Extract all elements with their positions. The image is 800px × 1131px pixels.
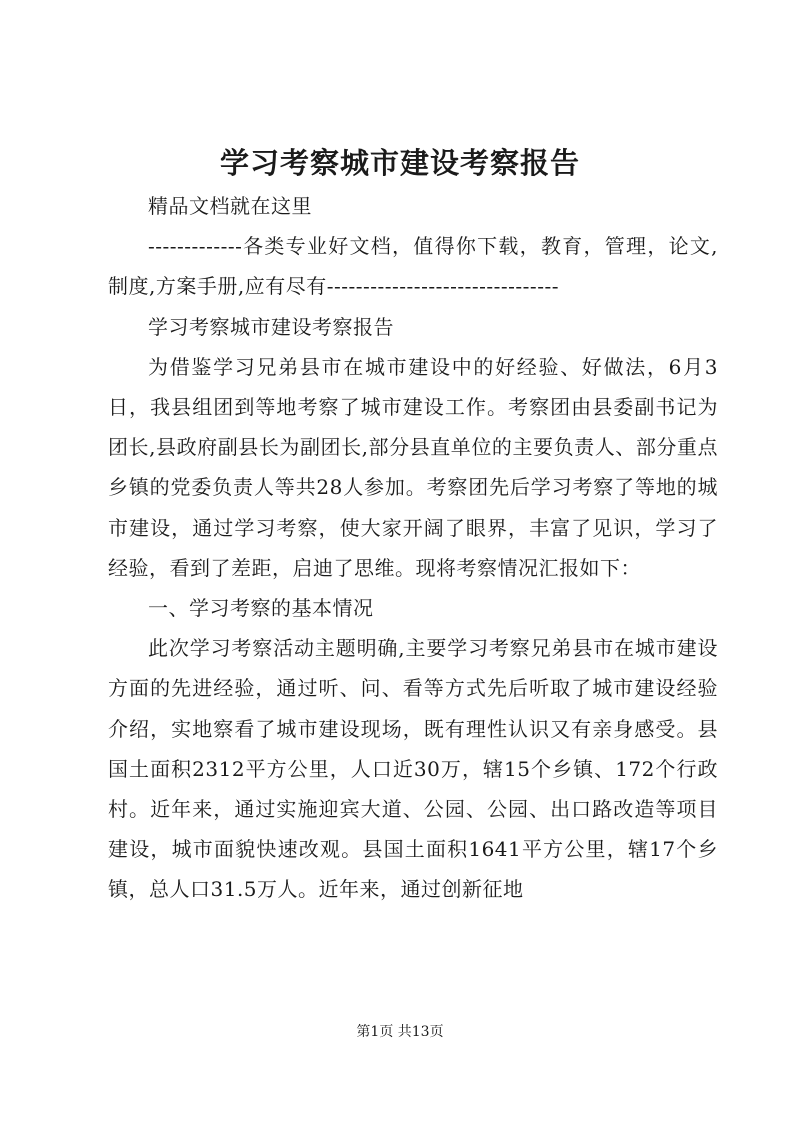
paragraph-intro: 为借鉴学习兄弟县市在城市建设中的好经验、好做法，6月3日，我县组团到等地考察了城市建设工作。考察团由县委副书记为团长,县政府副县长为副团长,部分县直单位的主要负责人、部分重点乡镇的党委负责人等共28人参加。考察团先后学习考察了等地的城市建设，通过学习考察，使大家开阔了眼界，丰富了见识，学习了经验，看到了差距，启迪了思维。现将考察情况汇报如下： xyxy=(108,354,718,580)
paragraph-banner: -------------各类专业好文档，值得你下载，教育，管理，论文,制度,方案手册,应有尽有-------------------------------- xyxy=(108,234,718,299)
document-body xyxy=(108,186,718,910)
section-heading: 一、学习考察的基本情况 xyxy=(148,596,374,621)
page-footer: 第1页 共13页 xyxy=(356,1024,444,1040)
paragraph-tagline: 精品文档就在这里 xyxy=(148,194,312,218)
document-title: 学习考察城市建设考察报告 xyxy=(219,146,580,180)
paragraph-section-body: 此次学习考察活动主题明确,主要学习考察兄弟县市在城市建设方面的先进经验，通过听、问、看等方式先后听取了城市建设经验介绍，实地察看了城市建设现场，既有理性认识又有亲身感受。县国土面积2312平方公里，人口近30万，辖15个乡镇、172个行政村。近年来，通过实施迎宾大道、公园、公园、出口路改造等项目建设，城市面貌快速改观。县国土面积1641平方公里，辖17个乡镇，总人口31.5万人。近年来，通过创新征地 xyxy=(108,636,718,902)
paragraph-report-title: 学习考察城市建设考察报告 xyxy=(148,314,394,339)
